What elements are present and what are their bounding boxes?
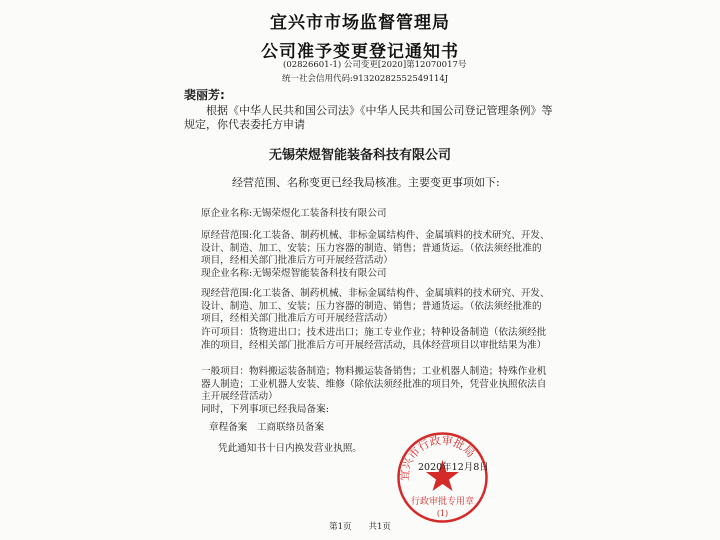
- filing-intro: 同时，下列事项已经我局备案:: [201, 404, 329, 415]
- old-business-scope: 原经营范围:化工装备、制药机械、非标金属结构件、金属填料的技术研究、开发、设计、制造、加工、安装；压力容器的制造、销售；普通货运。（依法须经批准的项目，经相关部门批准后方可开展经营活动）: [201, 230, 550, 266]
- company-name: 无锡荣煜智能装备科技有限公司: [268, 148, 451, 163]
- intro-paragraph: 根据《中华人民共和国公司法》《中华人民共和国公司登记管理条例》等规定，你代表委托方申请: [184, 104, 553, 131]
- seal-center-text: 行政审批专用章: [410, 497, 475, 507]
- credit-code: 统一社会信用代码:91320282552549114J: [282, 74, 449, 84]
- licensed-items: 许可项目：货物进出口；技术进出口；施工专业作业；特种设备制造（依法须经批准的项目，经相关部门批准后方可开展经营活动，具体经营项目以审批结果为准）: [201, 327, 547, 351]
- filing-items: 章程备案 工商联络员备案: [209, 422, 325, 433]
- approval-statement: 经营范围、名称变更已经我局核准。主要变更事项如下:: [232, 176, 500, 189]
- document-title: 公司准予变更登记通知书: [261, 42, 459, 62]
- issuing-authority: 宜兴市市场监督管理局: [270, 13, 450, 33]
- issue-date: 2020年12月8日: [418, 462, 489, 473]
- official-seal: [395, 430, 490, 525]
- old-company-name: 原企业名称:无锡荣煜化工装备科技有限公司: [201, 208, 387, 219]
- recipient: 裴丽芳:: [184, 88, 225, 102]
- new-company-name: 现企业名称:无锡荣煜智能装备科技有限公司: [201, 268, 387, 279]
- seal-number: (1): [436, 509, 449, 518]
- general-items: 一般项目：物料搬运装备制造；物料搬运装备销售；工业机器人制造；特殊作业机器人制造；工业机器人安装、维修（除依法须经批准的项目外，凭营业执照依法自主开展经营活动）: [201, 366, 547, 402]
- page-footer: 第1页 共1页: [329, 522, 391, 532]
- seal-ring-text: 宜兴市行政审批局: [398, 433, 478, 482]
- closing-statement: 凭此通知书十日内换发营业执照。: [218, 443, 362, 454]
- new-business-scope: 现经营范围:化工装备、制药机械、非标金属结构件、金属填料的技术研究、开发、设计、制造、加工、安装；压力容器的制造、销售；普通货运。（依法须经批准的项目，经相关部门批准后方可开展经营活动）: [201, 288, 550, 324]
- document-number: (02826601-1) 公司变更[2020]第12070017号: [283, 60, 467, 70]
